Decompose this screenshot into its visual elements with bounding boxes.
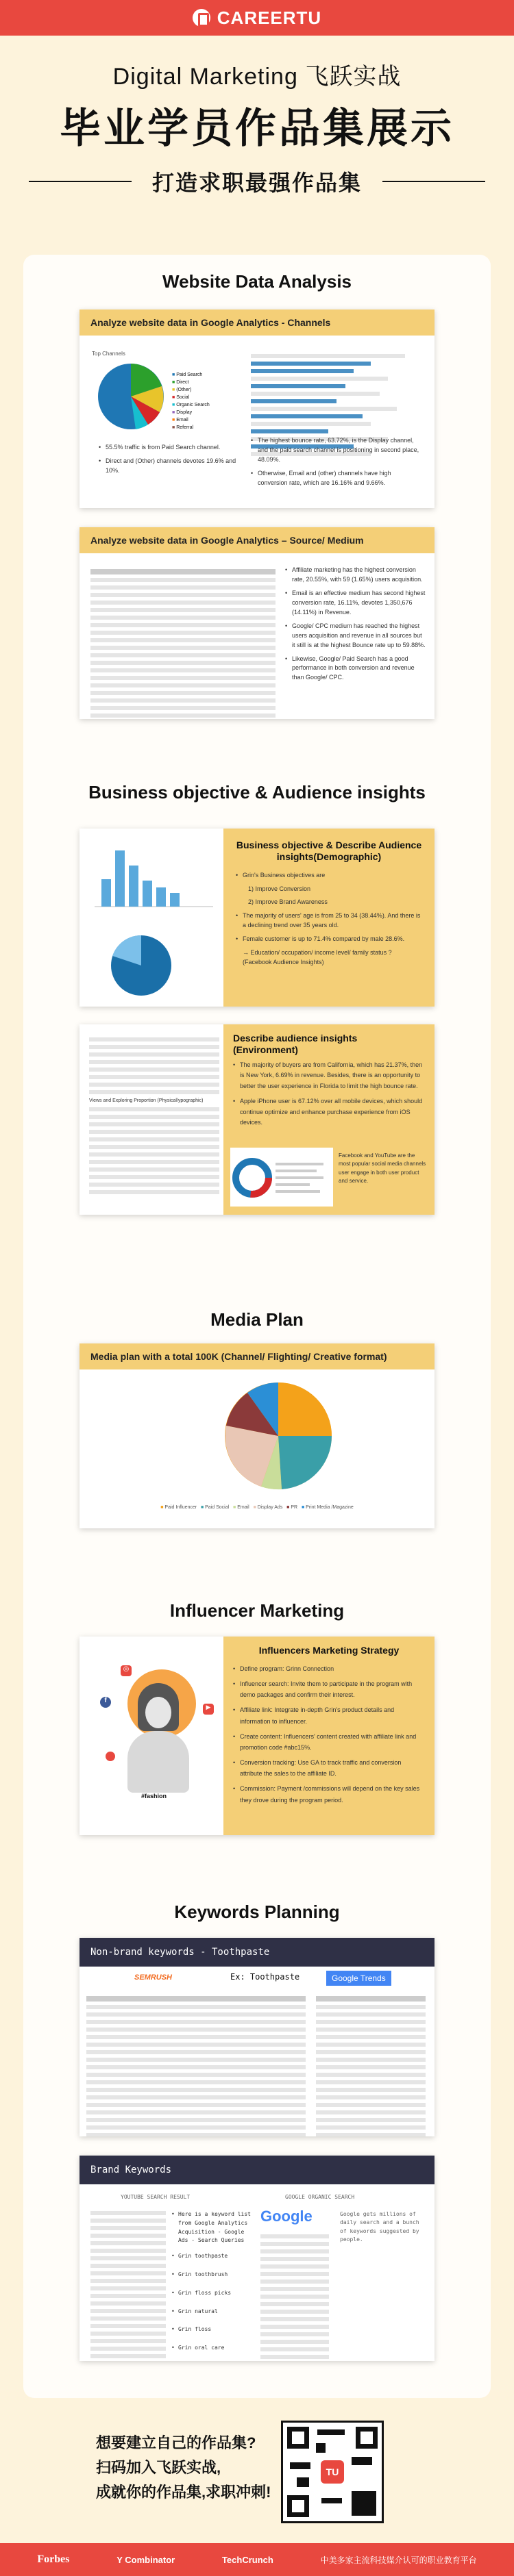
keyword: • Grin natural [178,2308,254,2316]
qr-code[interactable] [281,2421,384,2523]
forbes-logo: Forbes [37,2553,70,2565]
qr-logo: TU [321,2460,344,2484]
google-note: Google gets millions of daily search and a bunch of keywords suggested by people. [340,2211,419,2243]
note: • Google/ CPC medium has reached the highest users acquisition and revenue in all sources but it still is at the highest Bounce rate up to 59.88%. [292,622,426,651]
youtube-heading: YOUTUBE SEARCH RESULT [121,2194,191,2200]
example-label: Ex: Toothpaste [230,1972,300,1982]
note: • Grin's Business objectives are [243,871,422,881]
bar [156,887,166,907]
section-title-website: Website Data Analysis [162,271,352,292]
legend-item: ■ Paid Search [172,372,203,377]
card-source-medium [79,527,435,719]
card-brand-keywords [79,2156,435,2361]
media-legend: ■ Paid Influencer ■ Paid Social ■ Email ■ Display Ads ■ PR ■ Print Media /Magazine [160,1505,354,1510]
section-title-keywords: Keywords Planning [174,1902,340,1922]
bar [143,881,152,907]
note: • Apple iPhone user is 67.12% over all mobile devices, which should continue optimize and enhance purchase experience from iOS devices. [240,1096,425,1128]
header-subtitle: Digital Marketing 飞跃实战 [112,64,402,90]
note: • Create content: Influencers' content created with affiliate link and promotion code #abc15%. [240,1731,425,1753]
legend-item: Email [237,1505,249,1510]
pie-slice-paid-social [278,1436,332,1489]
cta-line: 成就你的作品集,求职冲刺! [96,2484,271,2501]
media-pie-chart [220,1378,336,1494]
legend-item: ■ Referral [172,425,194,430]
influencer-panel [223,1637,435,1835]
legend-item: ■ Display [172,410,193,415]
panel-title: Business objective & Describe Audience insights(Demographic) [236,839,422,862]
keyword: • Grin toothpaste [178,2252,254,2261]
trends-table-graphic [316,1993,426,2136]
channels-left-notes [99,443,243,480]
source-medium-notes [285,566,426,687]
section-title-business: Business objective & Audience insights [88,782,426,803]
card-title: Media plan with a total 100K (Channel/ Flighting/ Creative format) [79,1343,435,1369]
brand-name: CAREERTU [217,7,322,28]
youtube-icon: ▶ [203,1704,214,1715]
channels-pie-chart [93,359,169,434]
pie-label: Top Channels [92,351,125,357]
legend-item: ■ Email [172,418,188,422]
note: • 55.5% traffic is from Paid Search channel. [106,443,243,453]
note: • The majority of users' age is from 25 to 34 (38.44%). And there is a declining trend over 35 years old. [243,911,422,931]
google-trends-logo: Google Trends [326,1971,391,1986]
qr-finder [287,2495,309,2517]
legend-item: ■ (Other) [172,388,192,392]
top-brand-bar [0,0,514,36]
note: • The highest bounce rate, 63.72%, is the Display channel, and the paid search channel is positioning in second place, 48.09%. [258,436,422,465]
google-heading: GOOGLE ORGANIC SEARCH [285,2194,355,2200]
cta-line: 扫码加入飞跃实战, [96,2459,221,2476]
pie-slice [278,1382,332,1436]
youtube-results-graphic [90,2208,166,2361]
person-body [127,1731,189,1793]
qr-finder [287,2427,309,2449]
note: • Conversion tracking: Use GA to track traffic and conversion attribute the sales to the affiliate ID. [240,1757,425,1779]
demographic-notes [236,871,422,968]
qr-finder [356,2427,378,2449]
channels-right-notes [251,436,422,492]
section-title-influencer: Influencer Marketing [169,1600,345,1621]
note: 2) Improve Brand Awareness [248,898,328,906]
keyword-table-graphic [86,1993,306,2136]
divider [382,181,485,182]
keyword: • Grin toothbrush [178,2271,254,2280]
card-title: Analyze website data in Google Analytics – Source/ Medium [79,527,435,553]
left-caption: Views and Exploring Proportion (Physical/ypographic) [89,1098,204,1103]
legend-item: ■ Direct [172,380,189,385]
footer-bar [0,2543,514,2576]
page-title: 毕业学员作品集展示 [60,105,454,151]
note: • Likewise, Google/ Paid Search has a good performance in both conversion and revenue than Google/ CPC. [292,655,426,683]
note: → Education/ occupation/ income level/ family status ? (Facebook Audience Insights) [243,949,392,966]
demographic-panel [223,829,435,1007]
legend-item: ■ Social [172,395,190,400]
ycombinator-logo: Y Combinator [117,2554,175,2565]
note: 1) Improve Conversion [248,885,311,892]
note: • Commission: Payment /commissions will depend on the key sales they drove during the program period. [240,1783,425,1805]
note: • Influencer search: Invite them to participate in the program with demo packages and confirm their interest. [240,1678,425,1700]
like-icon [106,1752,115,1761]
legend-item: Paid Social [205,1505,230,1510]
source-medium-table-graphic [90,566,276,719]
environment-panel [223,1024,435,1215]
bar [101,879,111,907]
legend-item: PR [291,1505,298,1510]
divider [29,181,132,182]
social-note: Facebook and YouTube are the most popular social media channels user engage in both user product and service. [339,1152,426,1185]
note: • Here is a keyword list from Google Analytics Acquisition - Google Ads - Search Queries [178,2210,254,2245]
bar [170,893,180,907]
google-suggest-graphic [260,2231,329,2361]
careertu-logo-icon [193,9,210,27]
note: • The majority of buyers are from California, which has 21.37%, then is New York, 6.69% in revenue. Besides, there is an opportunity to better the user experience in Florida to limit the high bounce rate. [240,1060,425,1092]
section-title-media: Media Plan [210,1309,304,1330]
google-logo: Google [260,2208,313,2225]
geo-table-graphic [89,1034,219,1198]
influencer-notes [233,1663,425,1806]
panel-title: Influencers Marketing Strategy [258,1645,400,1656]
legend-item: ■ Organic Search [172,403,210,407]
device-chart-panel [230,1148,333,1207]
keyword: • Grin floss [178,2325,254,2334]
bar [129,866,138,907]
hashtag-label: #fashion [141,1793,167,1800]
card-demographic [79,829,435,1007]
cta-text [96,2431,271,2505]
note: • Otherwise, Email and (other) channels have high conversion rate, which are 16.16% and 9.66%. [258,469,422,488]
influencer-illustration [100,1656,210,1813]
note: • Direct and (Other) channels devotes 19.6% and 10%. [106,457,243,476]
header-tagline-row [0,166,514,197]
card-title: Analyze website data in Google Analytics - Channels [79,310,435,336]
instagram-icon: ◎ [121,1665,132,1676]
techcrunch-logo: TechCrunch [221,2554,273,2565]
card-channels [79,310,435,508]
header-tagline: 打造求职最强作品集 [151,171,362,195]
note: • Female customer is up to 71.4% compared by male 28.6%. [243,935,422,944]
cta-line: 想要建立自己的作品集? [96,2434,256,2451]
legend-item: Display Ads [257,1505,283,1510]
keyword: • Grin oral care [178,2344,254,2353]
card-nonbrand-keywords [79,1938,435,2136]
card-title: Brand Keywords [79,2156,435,2184]
note: • Email is an effective medium has second highest conversion rate, 16.11%, devotes 1,350,676 (14.11%) in Revenue. [292,589,426,618]
gender-pie-chart [100,930,182,1002]
portfolio-container [23,255,491,2398]
legend-item: Print Media /Magazine [306,1505,354,1510]
keyword: • Grin floss picks [178,2289,254,2298]
legend-item: Paid Influencer [164,1505,197,1510]
brand-keyword-list [171,2210,254,2357]
person-face [145,1697,171,1728]
bar [115,850,125,907]
note: • Affiliate link: Integrate in-depth Grin's product details and information to influencer. [240,1704,425,1726]
card-title: Non-brand keywords - Toothpaste [79,1938,435,1967]
device-donut-chart [230,1148,333,1207]
card-influencer [79,1637,435,1835]
semrush-logo: SEMRUSH [134,1973,173,1982]
age-bar-chart [86,838,217,913]
facebook-icon: f [100,1697,111,1708]
card-environment [79,1024,435,1215]
footer-tagline: 中美多家主流科技媒介认可的职业教育平台 [320,2555,477,2565]
note: • Affiliate marketing has the highest conversion rate, 20.55%, with 59 (1.65%) users acquisition. [292,566,426,585]
note: • Define program: Grinn Connection [240,1663,425,1674]
panel-title: Describe audience insights (Environment) [233,1033,358,1055]
pie-legend [172,371,210,431]
environment-notes [233,1060,425,1129]
card-media-plan [79,1343,435,1528]
